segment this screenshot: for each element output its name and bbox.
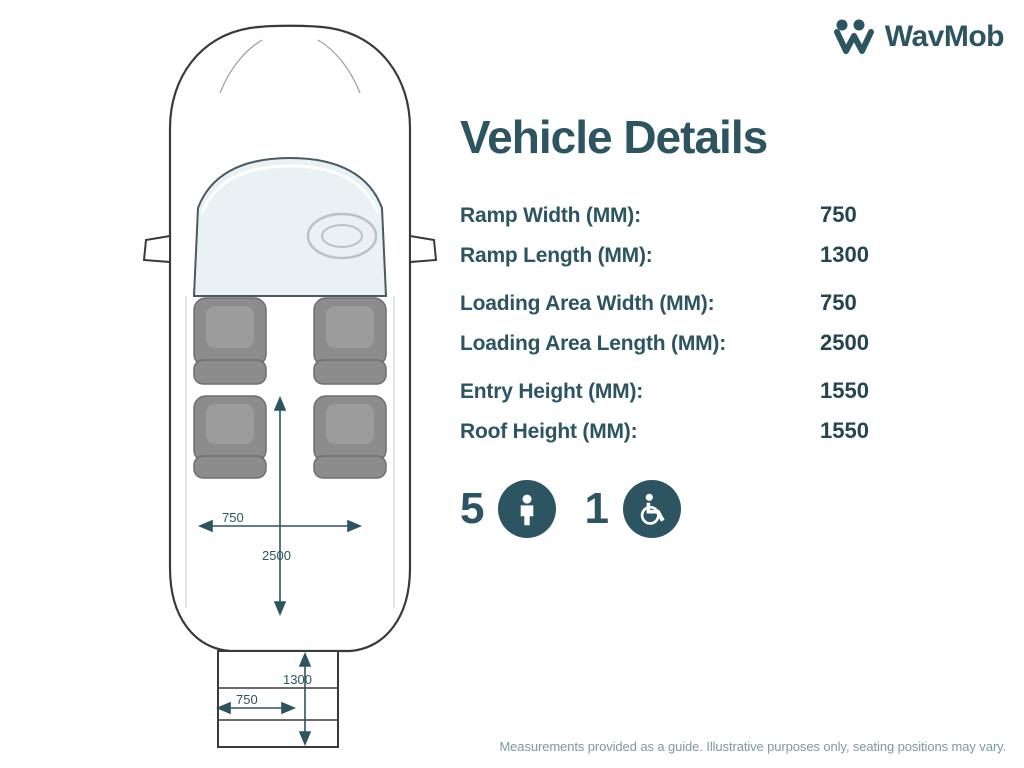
spec-group-height xyxy=(460,378,1000,444)
spec-value: 750 xyxy=(820,290,857,315)
spec-row xyxy=(460,202,1000,228)
spec-label: Entry Height (MM): xyxy=(460,380,644,403)
front-seat-right xyxy=(314,298,386,384)
spec-row xyxy=(460,330,1000,356)
wheelchair-icon xyxy=(623,480,681,538)
dimension-loading-width-label: 750 xyxy=(222,510,244,525)
capacity-row xyxy=(460,480,1000,538)
rear-seat-left xyxy=(194,396,266,478)
spec-label: Loading Area Width (MM): xyxy=(460,292,715,315)
spec-row xyxy=(460,378,1000,404)
spec-row xyxy=(460,242,1000,268)
wheelchair-count: 1 xyxy=(584,484,609,533)
spec-row xyxy=(460,418,1000,444)
footnote-text: Measurements provided as a guide. Illustrative purposes only, seating positions may vary. xyxy=(499,739,1006,754)
spec-label: Loading Area Length (MM): xyxy=(460,332,727,355)
vehicle-top-view-diagram xyxy=(110,8,450,760)
rear-seat-right xyxy=(314,396,386,478)
brand-name: WavMob xyxy=(884,20,1004,53)
page-title: Vehicle Details xyxy=(460,111,768,163)
wavmob-logo-icon xyxy=(833,18,875,56)
spec-label: Ramp Width (MM): xyxy=(460,204,641,227)
spec-group-loading xyxy=(460,290,1000,356)
mirror-right xyxy=(410,236,436,262)
person-icon xyxy=(498,480,556,538)
spec-value: 1550 xyxy=(820,378,869,403)
brand-logo xyxy=(833,18,1004,56)
spec-value: 2500 xyxy=(820,330,869,355)
front-seat-left xyxy=(194,298,266,384)
dimension-ramp-width-label: 750 xyxy=(236,692,258,707)
spec-value: 1300 xyxy=(820,242,869,267)
vehicle-details-panel xyxy=(460,110,1000,538)
spec-value: 750 xyxy=(820,202,857,227)
mirror-left xyxy=(144,236,170,262)
seat-count: 5 xyxy=(460,484,485,533)
windscreen xyxy=(194,158,386,296)
spec-label: Ramp Length (MM): xyxy=(460,244,653,267)
spec-label: Roof Height (MM): xyxy=(460,420,638,443)
spec-value: 1550 xyxy=(820,418,869,443)
dimension-loading-length-label: 2500 xyxy=(262,548,291,563)
dimension-ramp-length-label: 1300 xyxy=(283,672,312,687)
spec-row xyxy=(460,290,1000,316)
spec-group-ramp xyxy=(460,202,1000,268)
